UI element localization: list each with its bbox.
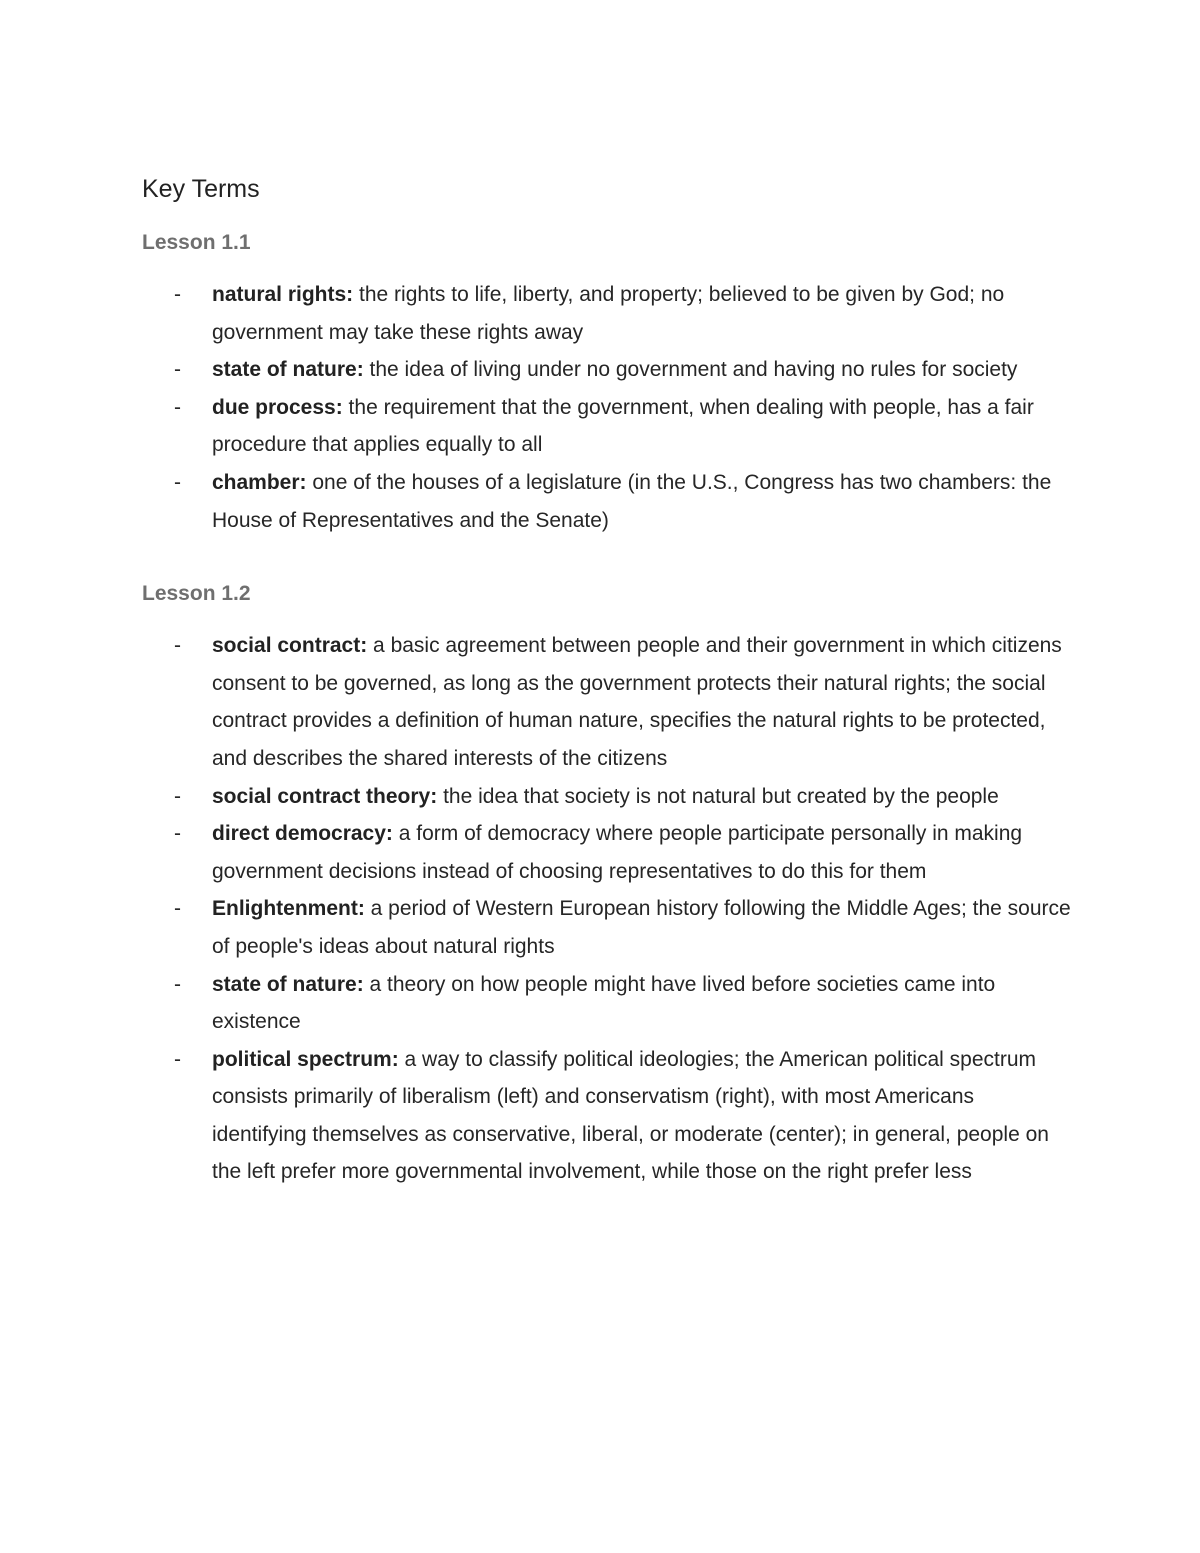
term-item xyxy=(142,890,1072,965)
term-name: Enlightenment: xyxy=(212,897,365,921)
term-definition: the requirement that the government, when dealing with people, has a fair procedure that applies equally to all xyxy=(212,395,1034,457)
bullet-dash: - xyxy=(174,358,181,382)
bullet-dash: - xyxy=(174,283,181,306)
term-name: political spectrum: xyxy=(212,1047,399,1071)
bullet-dash: - xyxy=(174,822,181,846)
bullet-dash: - xyxy=(174,470,181,494)
term-definition: the idea that society is not natural but created by the people xyxy=(437,784,999,808)
document-page xyxy=(142,168,1072,1191)
term-definition: one of the houses of a legislature (in the U.S., Congress has two chambers: the House of Representatives and the Senate) xyxy=(212,470,1052,532)
bullet-dash: - xyxy=(174,972,181,996)
term-definition: the rights to life, liberty, and property; believed to be given by God; no government may take these rights away xyxy=(212,283,1005,344)
term-list xyxy=(142,627,1072,1191)
term-name: state of nature: xyxy=(212,358,364,382)
term-definition: the idea of living under no government and having no rules for society xyxy=(363,358,1018,382)
term-name: state of nature: xyxy=(212,972,364,996)
term-item xyxy=(142,351,1072,389)
term-item xyxy=(142,1041,1072,1191)
term-item xyxy=(142,778,1072,816)
term-name: social contract theory: xyxy=(212,784,438,808)
term-definition: a basic agreement between people and their government in which citizens consent to be governed, as long as the government protects their natural rights; the social contract provides a definition of human nature, specifies the natural rights to be protected, and describes the shared interests of the citizens xyxy=(212,634,1062,770)
bullet-dash: - xyxy=(174,784,181,808)
term-definition: a way to classify political ideologies; the American political spectrum consists primarily of liberalism (left) and conservatism (right), with most Americans identifying themselves as conservative, liberal, or moderate (center); in general, people on the left prefer more governmental involvement, while those on the right prefer less xyxy=(212,1047,1049,1184)
term-definition: a form of democracy where people participate personally in making government decisions instead of choosing representatives to do this for them xyxy=(212,822,1023,883)
term-definition: a theory on how people might have lived before societies came into existence xyxy=(212,972,996,1034)
lesson-heading: Lesson 1.2 xyxy=(142,582,251,606)
term-item xyxy=(142,627,1072,777)
term-definition: a period of Western European history following the Middle Ages; the source of people's ideas about natural rights xyxy=(212,897,1071,958)
term-name: chamber: xyxy=(212,470,307,494)
bullet-dash: - xyxy=(174,1047,181,1071)
page-title: Key Terms xyxy=(142,175,260,203)
term-name: direct democracy: xyxy=(212,822,393,846)
term-list xyxy=(142,276,1072,539)
term-name: natural rights: xyxy=(212,283,354,306)
term-item xyxy=(142,464,1072,539)
term-name: social contract: xyxy=(212,634,368,658)
bullet-dash: - xyxy=(174,634,181,658)
term-name: due process: xyxy=(212,395,343,419)
term-item xyxy=(142,389,1072,464)
term-item xyxy=(142,966,1072,1041)
term-item xyxy=(142,276,1072,351)
bullet-dash: - xyxy=(174,395,181,419)
term-item xyxy=(142,815,1072,890)
lesson-heading: Lesson 1.1 xyxy=(142,231,251,254)
bullet-dash: - xyxy=(174,897,181,921)
